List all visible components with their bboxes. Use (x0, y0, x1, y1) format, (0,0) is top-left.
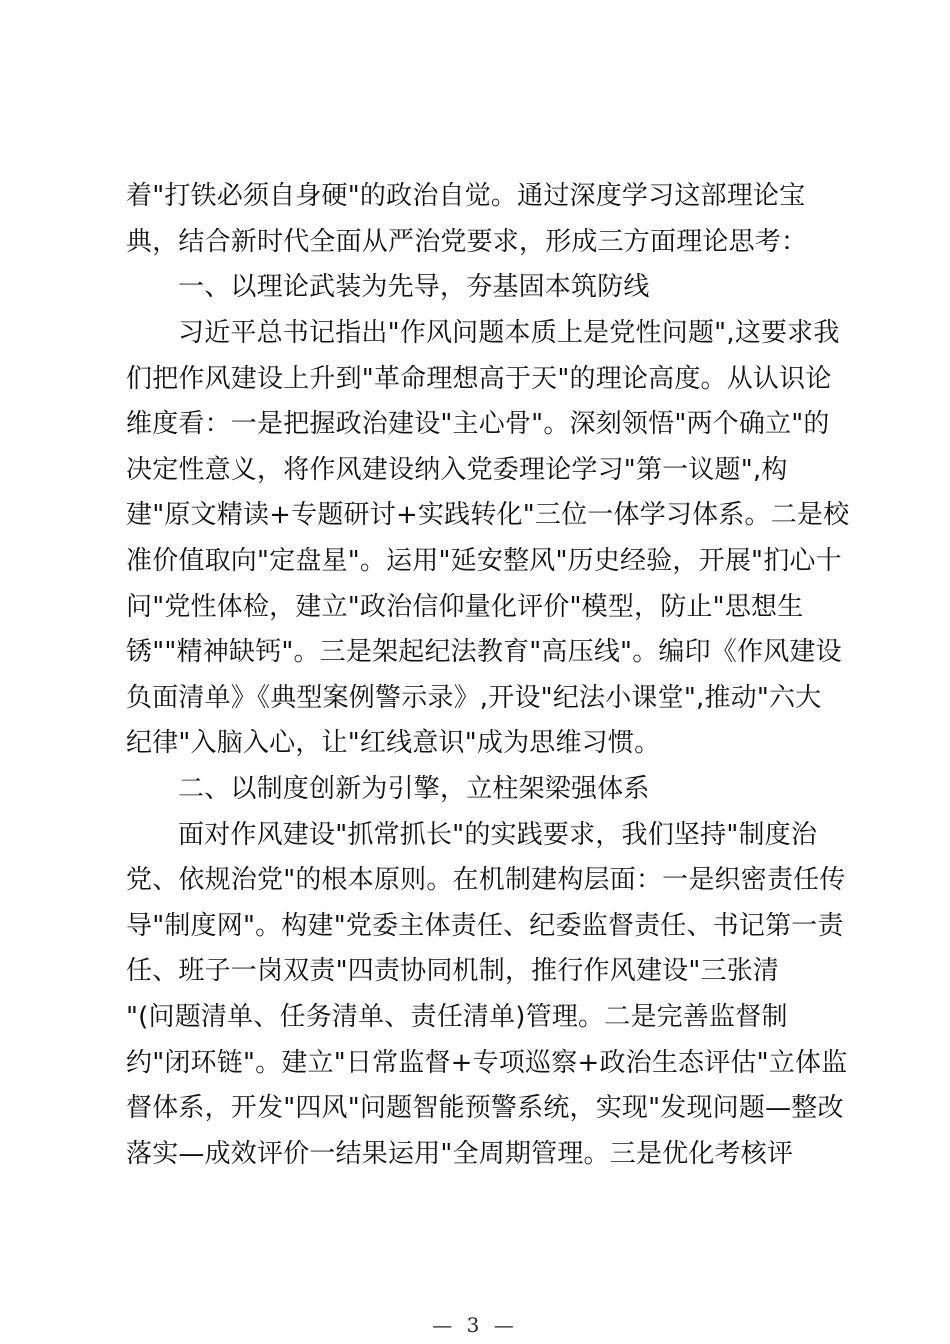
text-line: 着"打铁必须自身硬"的政治自觉。通过深度学习这部理论宝 (126, 181, 806, 211)
text-line: 负面清单》《典型案例警示录》,开设"纪法小课堂",推动"六大 (126, 683, 822, 713)
text-line: 纪律"入脑入心，让"红线意识"成为思维习惯。 (126, 728, 661, 758)
section-heading: 一、以理论武装为先导，夯基固本筑防线 (178, 272, 650, 302)
text-line: 任、班子一岗双责"四责协同机制，推行作风建设"三张清 (126, 956, 780, 986)
text-line: 维度看：一是把握政治建设"主心骨"。深刻领悟"两个确立"的 (126, 409, 830, 439)
section-heading: 二、以制度创新为引擎，立柱架梁强体系 (178, 774, 650, 804)
text-line: 督体系，开发"四风"问题智能预警系统，实现"发现问题—整改 (126, 1093, 844, 1123)
text-line: 们把作风建设上升到"革命理想高于天"的理论高度。从认识论 (126, 364, 832, 394)
text-line: 导"制度网"。构建"党委主体责任、纪委监督责任、书记第一责 (126, 911, 844, 941)
text-line: 决定性意义，将作风建设纳入党委理论学习"第一议题",构 (126, 455, 788, 485)
text-line: 党、依规治党"的根本原则。在机制建构层面：一是织密责任传 (126, 865, 846, 895)
text-line: 典，结合新时代全面从严治党要求，形成三方面理论思考： (126, 227, 808, 257)
text-line: "(问题清单、任务清单、责任清单)管理。二是完善监督制 (126, 1002, 788, 1032)
page-number: — 3 — (432, 1313, 518, 1337)
text-line: 约"闭环链"。建立"日常监督+专项巡察+政治生态评估"立体监 (126, 1048, 848, 1078)
text-line: 建"原文精读+专题研讨+实践转化"三位一体学习体系。二是校 (126, 500, 850, 530)
text-line: 落实—成效评价一结果运用"全周期管理。三是优化考核评 (126, 1139, 794, 1169)
text-line: 面对作风建设"抓常抓长"的实践要求，我们坚持"制度治 (178, 820, 818, 850)
text-line: 准价值取向"定盘星"。运用"延安整风"历史经验，开展"扪心十 (126, 546, 842, 576)
text-line: 锈""精神缺钙"。三是架起纪法教育"高压线"。编印《作风建设 (126, 637, 842, 667)
text-line: 问"党性体检，建立"政治信仰量化评价"模型，防止"思想生 (126, 592, 804, 622)
text-line: 习近平总书记指出"作风问题本质上是党性问题",这要求我 (178, 318, 840, 348)
